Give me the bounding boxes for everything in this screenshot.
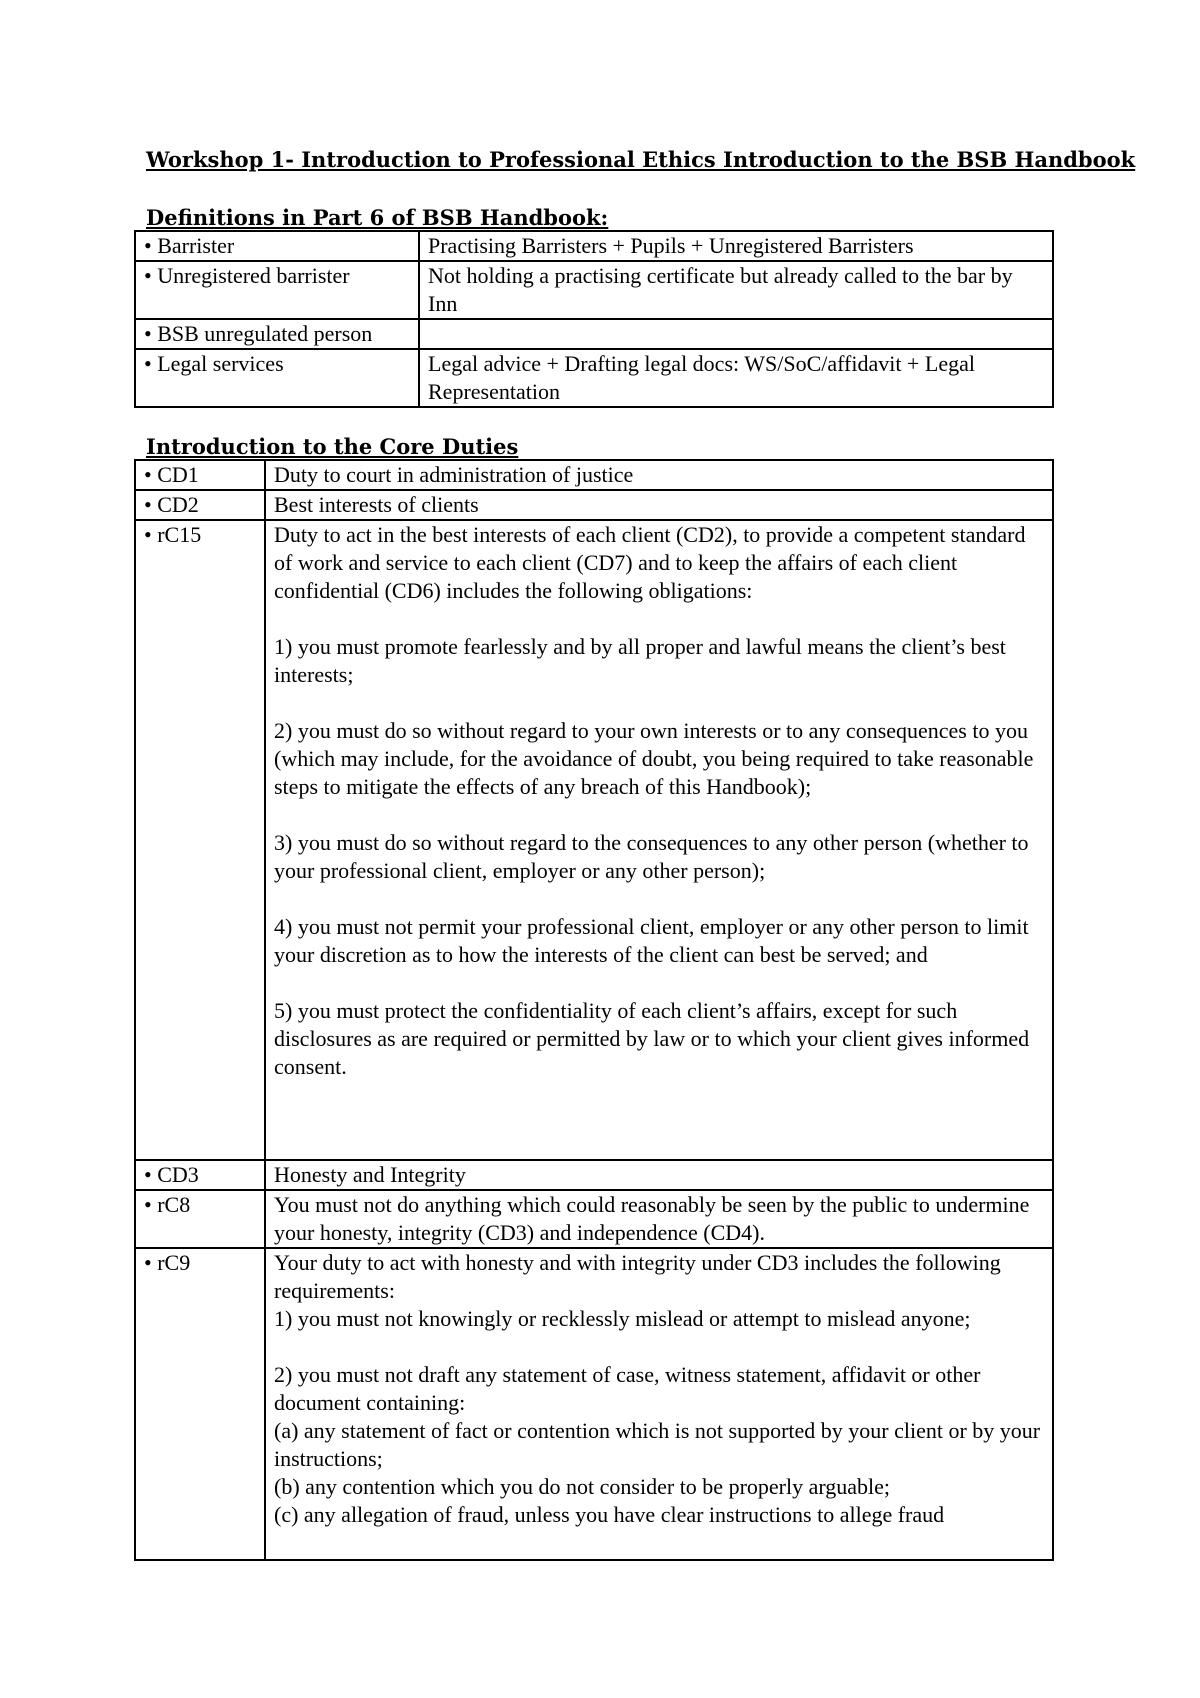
rc15-point-3: 3) you must do so without regard to the consequences to any other person (whether to your professional client, employer or any other person); [274, 830, 1035, 883]
duty-label: • CD1 [135, 460, 265, 490]
table-row [135, 1248, 1053, 1560]
table-row [135, 231, 1053, 261]
duty-label: • CD2 [135, 490, 265, 520]
duty-label: • rC8 [135, 1190, 265, 1248]
definition-term: • Barrister [135, 231, 419, 261]
rc15-point-4: 4) you must not permit your professional client, employer or any other person to limit your discretion as to how the interests of the client can best be served; and [274, 914, 1035, 967]
core-duties-heading: Introduction to the Core Duties [146, 434, 519, 459]
duty-label: • CD3 [135, 1160, 265, 1190]
definition-meaning [419, 319, 1053, 349]
core-duties-table [134, 459, 1054, 1561]
rc15-intro: Duty to act in the best interests of each client (CD2), to provide a competent standard of work and service to each client (CD7) and to keep the affairs of each client confidential (CD6) includes the following obligations: [274, 522, 1031, 603]
table-row [135, 261, 1053, 319]
definitions-heading [146, 204, 608, 232]
table-row [135, 349, 1053, 407]
definition-term: • Unregistered barrister [135, 261, 419, 319]
rc9-intro: Your duty to act with honesty and with integrity under CD3 includes the following requirements: [274, 1250, 1007, 1303]
rc9-point-2b: (b) any contention which you do not consider to be properly arguable; [274, 1474, 891, 1499]
table-row [135, 319, 1053, 349]
definitions-heading-text: Definitions in Part 6 of BSB Handbook [146, 205, 601, 230]
definition-meaning: Practising Barristers + Pupils + Unregistered Barristers [419, 231, 1053, 261]
table-row [135, 1160, 1053, 1190]
duty-label: • rC15 [135, 520, 265, 1160]
rc9-point-2a: (a) any statement of fact or contention which is not supported by your client or by your instructions; [274, 1418, 1046, 1471]
duty-text: Honesty and Integrity [265, 1160, 1053, 1190]
duty-text [265, 1248, 1053, 1560]
duty-text: You must not do anything which could reasonably be seen by the public to undermine your honesty, integrity (CD3) and independence (CD4). [265, 1190, 1053, 1248]
table-row [135, 1190, 1053, 1248]
duty-text: Duty to court in administration of justice [265, 460, 1053, 490]
rc9-point-2: 2) you must not draft any statement of case, witness statement, affidavit or other document containing: [274, 1362, 986, 1415]
table-row [135, 490, 1053, 520]
table-row [135, 460, 1053, 490]
document-title: Workshop 1- Introduction to Professional Ethics Introduction to the BSB Handbook [146, 147, 1136, 172]
rc15-point-5: 5) you must protect the confidentiality of each client’s affairs, except for such disclosures as are required or permitted by law or to which your client gives informed consent. [274, 998, 1035, 1079]
duty-label: • rC9 [135, 1248, 265, 1560]
duty-text: Best interests of clients [265, 490, 1053, 520]
definition-term: • BSB unregulated person [135, 319, 419, 349]
definitions-heading-colon: : [600, 205, 609, 230]
definitions-table [134, 230, 1054, 408]
table-row [135, 520, 1053, 1160]
rc15-point-1: 1) you must promote fearlessly and by all proper and lawful means the client’s best interests; [274, 634, 1012, 687]
rc9-point-1: 1) you must not knowingly or recklessly mislead or attempt to mislead anyone; [274, 1306, 971, 1331]
definition-term: • Legal services [135, 349, 419, 407]
definition-meaning: Legal advice + Drafting legal docs: WS/SoC/affidavit + Legal Representation [419, 349, 1053, 407]
rc9-point-2c: (c) any allegation of fraud, unless you have clear instructions to allege fraud [274, 1502, 945, 1527]
duty-text [265, 520, 1053, 1160]
definition-meaning: Not holding a practising certificate but already called to the bar by Inn [419, 261, 1053, 319]
rc15-point-2: 2) you must do so without regard to your own interests or to any consequences to you (which may include, for the avoidance of doubt, you being required to take reasonable steps to mitigate the effects of any breach of this Handbook); [274, 718, 1039, 799]
